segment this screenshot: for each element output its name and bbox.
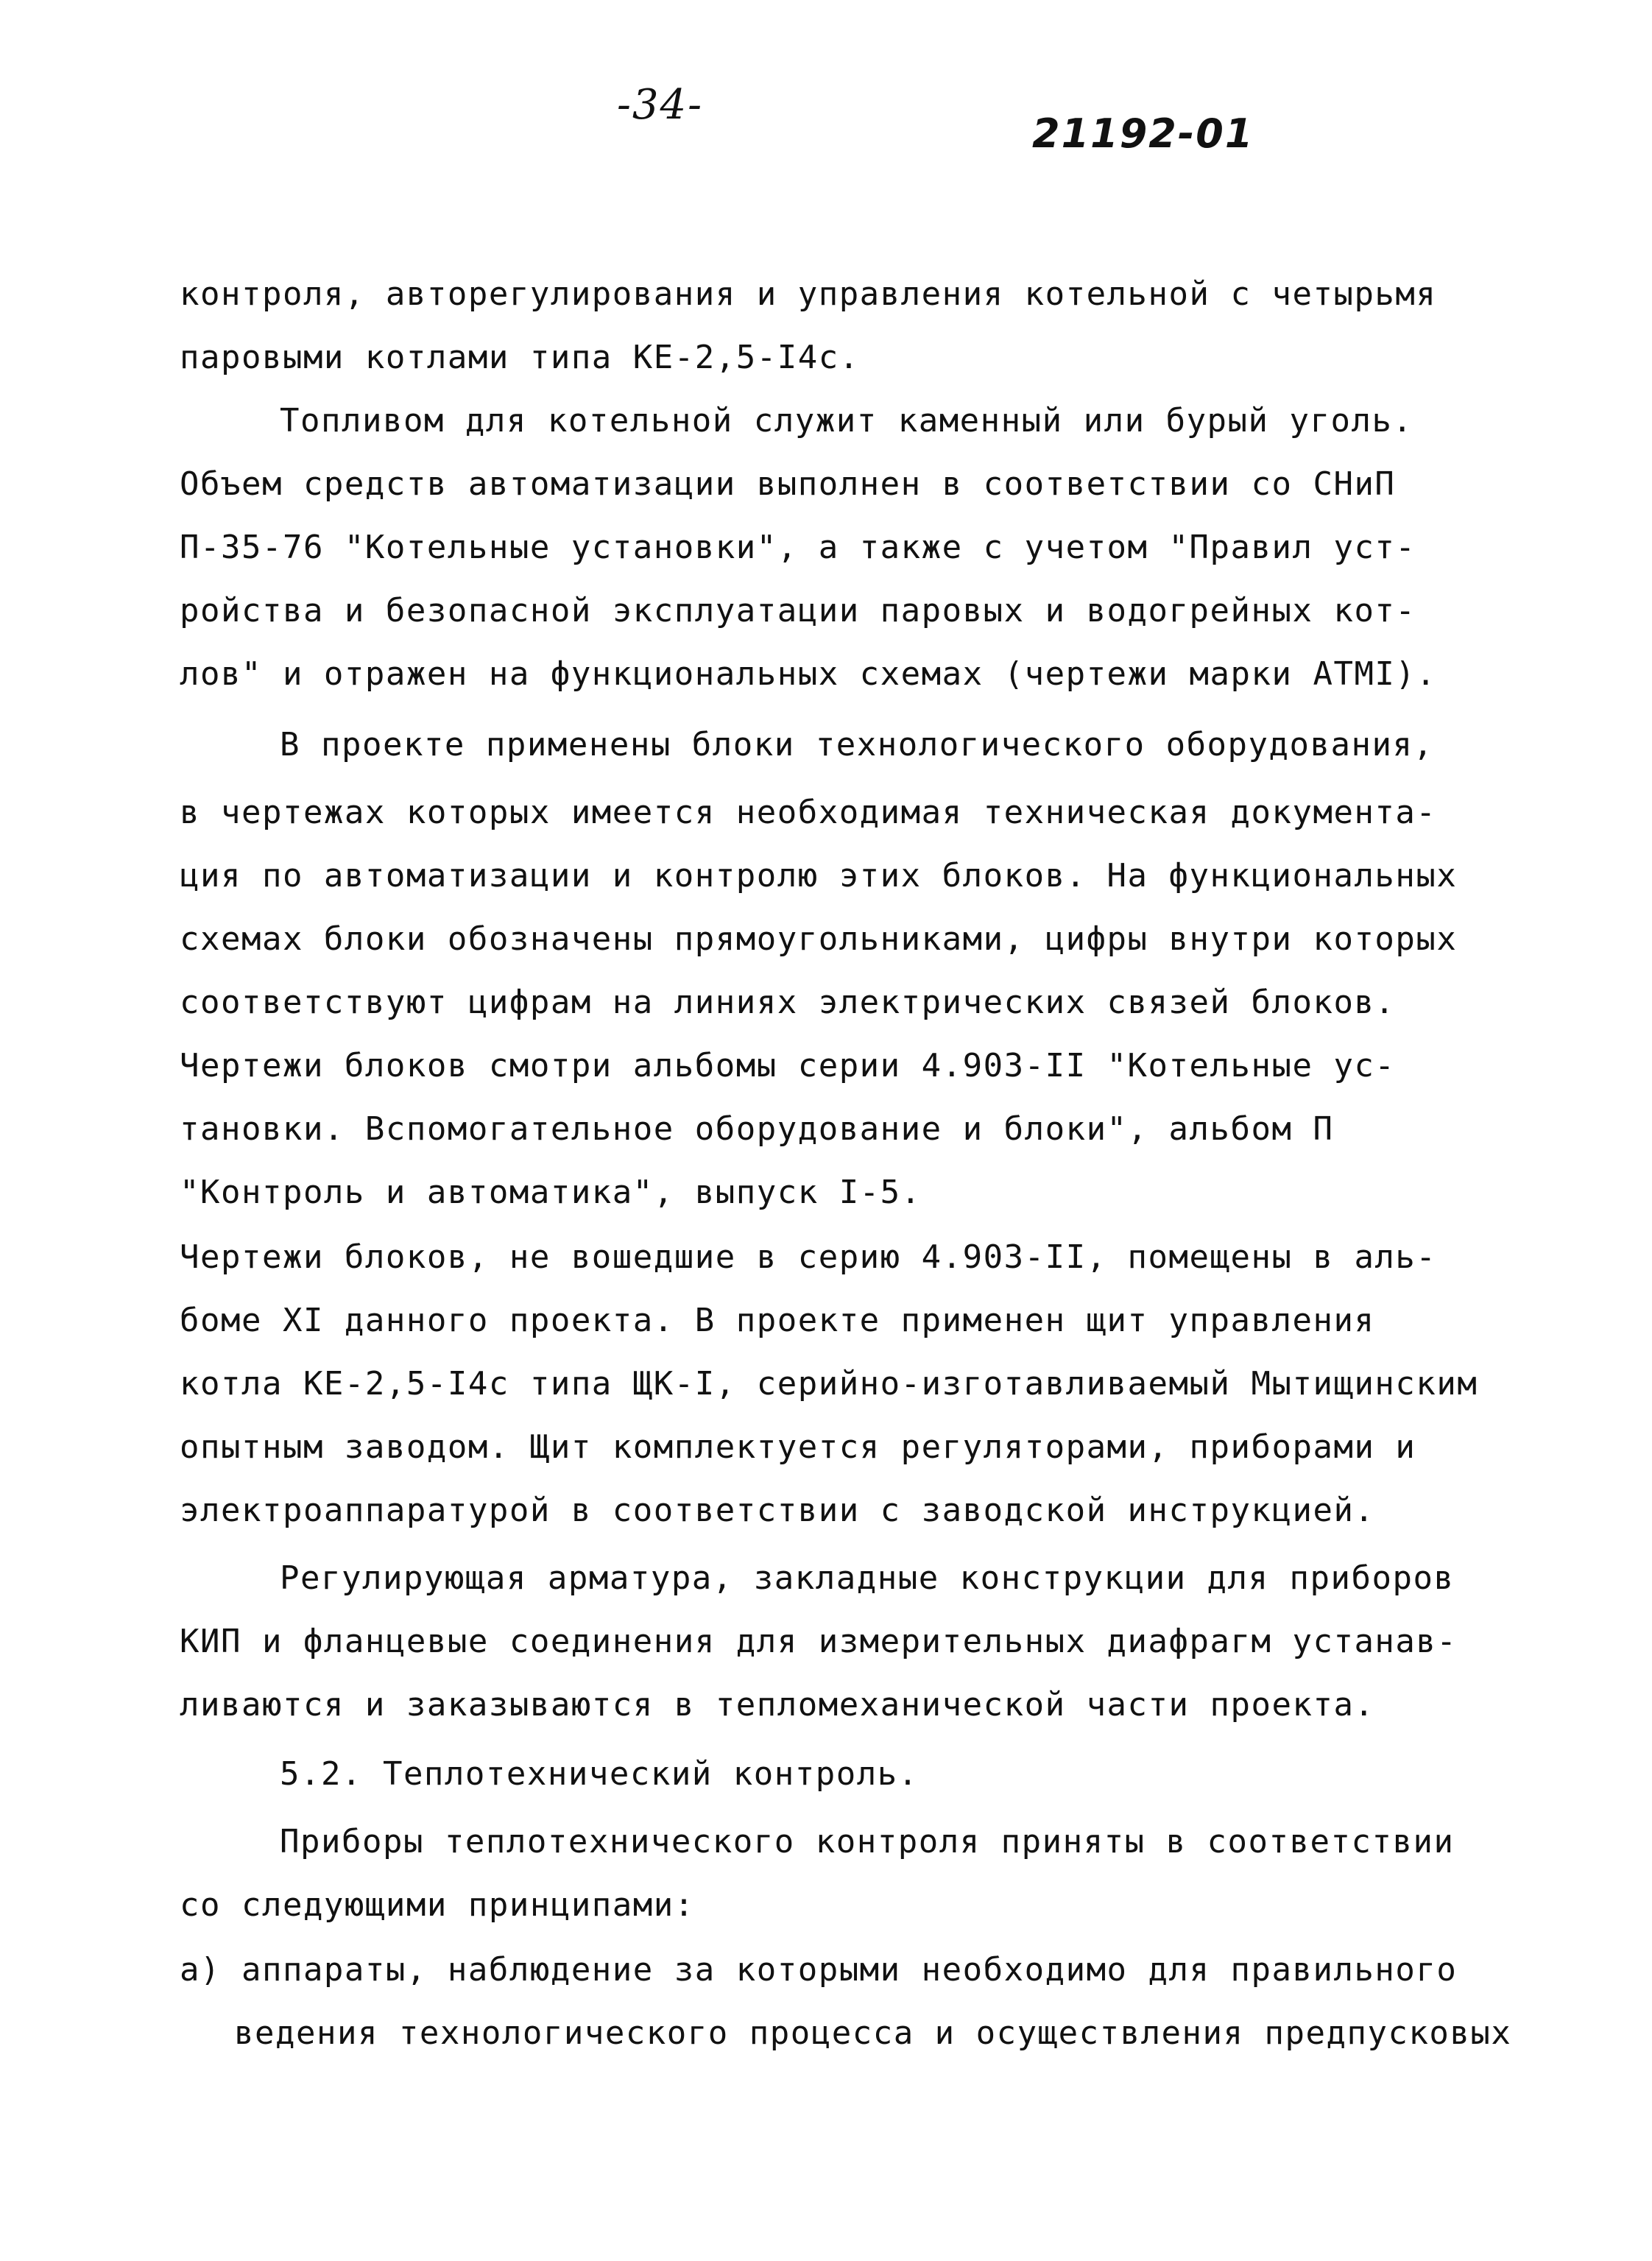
text-line: в чертежах которых имеется необходимая техническая документа- <box>180 794 1437 831</box>
text-line: котла КЕ-2,5-I4с типа ЩК-I, серийно-изготавливаемый Мытищинским <box>180 1365 1478 1403</box>
text-line: соответствуют цифрам на линиях электрических связей блоков. <box>180 984 1396 1021</box>
text-line: со следующими принципами: <box>180 1886 695 1924</box>
list-item-continuation: ведения технологического процесса и осуществления предпусковых <box>234 2014 1512 2052</box>
text-line: опытным заводом. Щит комплектуется регуляторами, приборами и <box>180 1428 1416 1466</box>
text-line: Чертежи блоков смотри альбомы серии 4.903-II "Котельные ус- <box>180 1047 1396 1084</box>
text-line: В проекте применены блоки технологического оборудования, <box>280 726 1434 763</box>
text-line: тановки. Вспомогательное оборудование и блоки", альбом П <box>180 1110 1334 1148</box>
text-line: электроаппаратурой в соответствии с заводской инструкцией. <box>180 1492 1375 1529</box>
page-number: -34- <box>617 81 704 129</box>
text-line: КИП и фланцевые соединения для измерительных диафрагм устанав- <box>180 1623 1458 1660</box>
text-line: Приборы теплотехнического контроля приняты в соответствии <box>280 1823 1455 1860</box>
text-line: ройства и безопасной эксплуатации паровых и водогрейных кот- <box>180 592 1416 629</box>
text-line: боме XI данного проекта. В проекте применен щит управления <box>180 1302 1375 1339</box>
text-line: Объем средств автоматизации выполнен в соответствии со СНиП <box>180 465 1396 503</box>
text-line: ливаются и заказываются в тепломеханической части проекта. <box>180 1686 1375 1724</box>
text-line: лов" и отражен на функциональных схемах (чертежи марки АТМI). <box>180 655 1437 693</box>
document-code: 21192-01 <box>1032 110 1254 157</box>
text-line: ция по автоматизации и контролю этих блоков. На функциональных <box>180 857 1458 895</box>
text-line: Чертежи блоков, не вошедшие в серию 4.903-II, помещены в аль- <box>180 1238 1437 1276</box>
text-line: контроля, авторегулирования и управления котельной с четырьмя <box>180 275 1437 313</box>
text-line: Регулирующая арматура, закладные конструкции для приборов <box>280 1559 1455 1597</box>
text-line: Топливом для котельной служит каменный или бурый уголь. <box>280 402 1413 440</box>
text-line: паровыми котлами типа КЕ-2,5-I4с. <box>180 339 860 376</box>
text-line: "Контроль и автоматика", выпуск I-5. <box>180 1174 922 1211</box>
section-heading: 5.2. Теплотехнический контроль. <box>280 1755 919 1793</box>
text-line: схемах блоки обозначены прямоугольниками, цифры внутри которых <box>180 920 1458 958</box>
text-line: П-35-76 "Котельные установки", а также с учетом "Правил уст- <box>180 529 1416 566</box>
list-item: а) аппараты, наблюдение за которыми необходимо для правильного <box>180 1951 1458 1989</box>
